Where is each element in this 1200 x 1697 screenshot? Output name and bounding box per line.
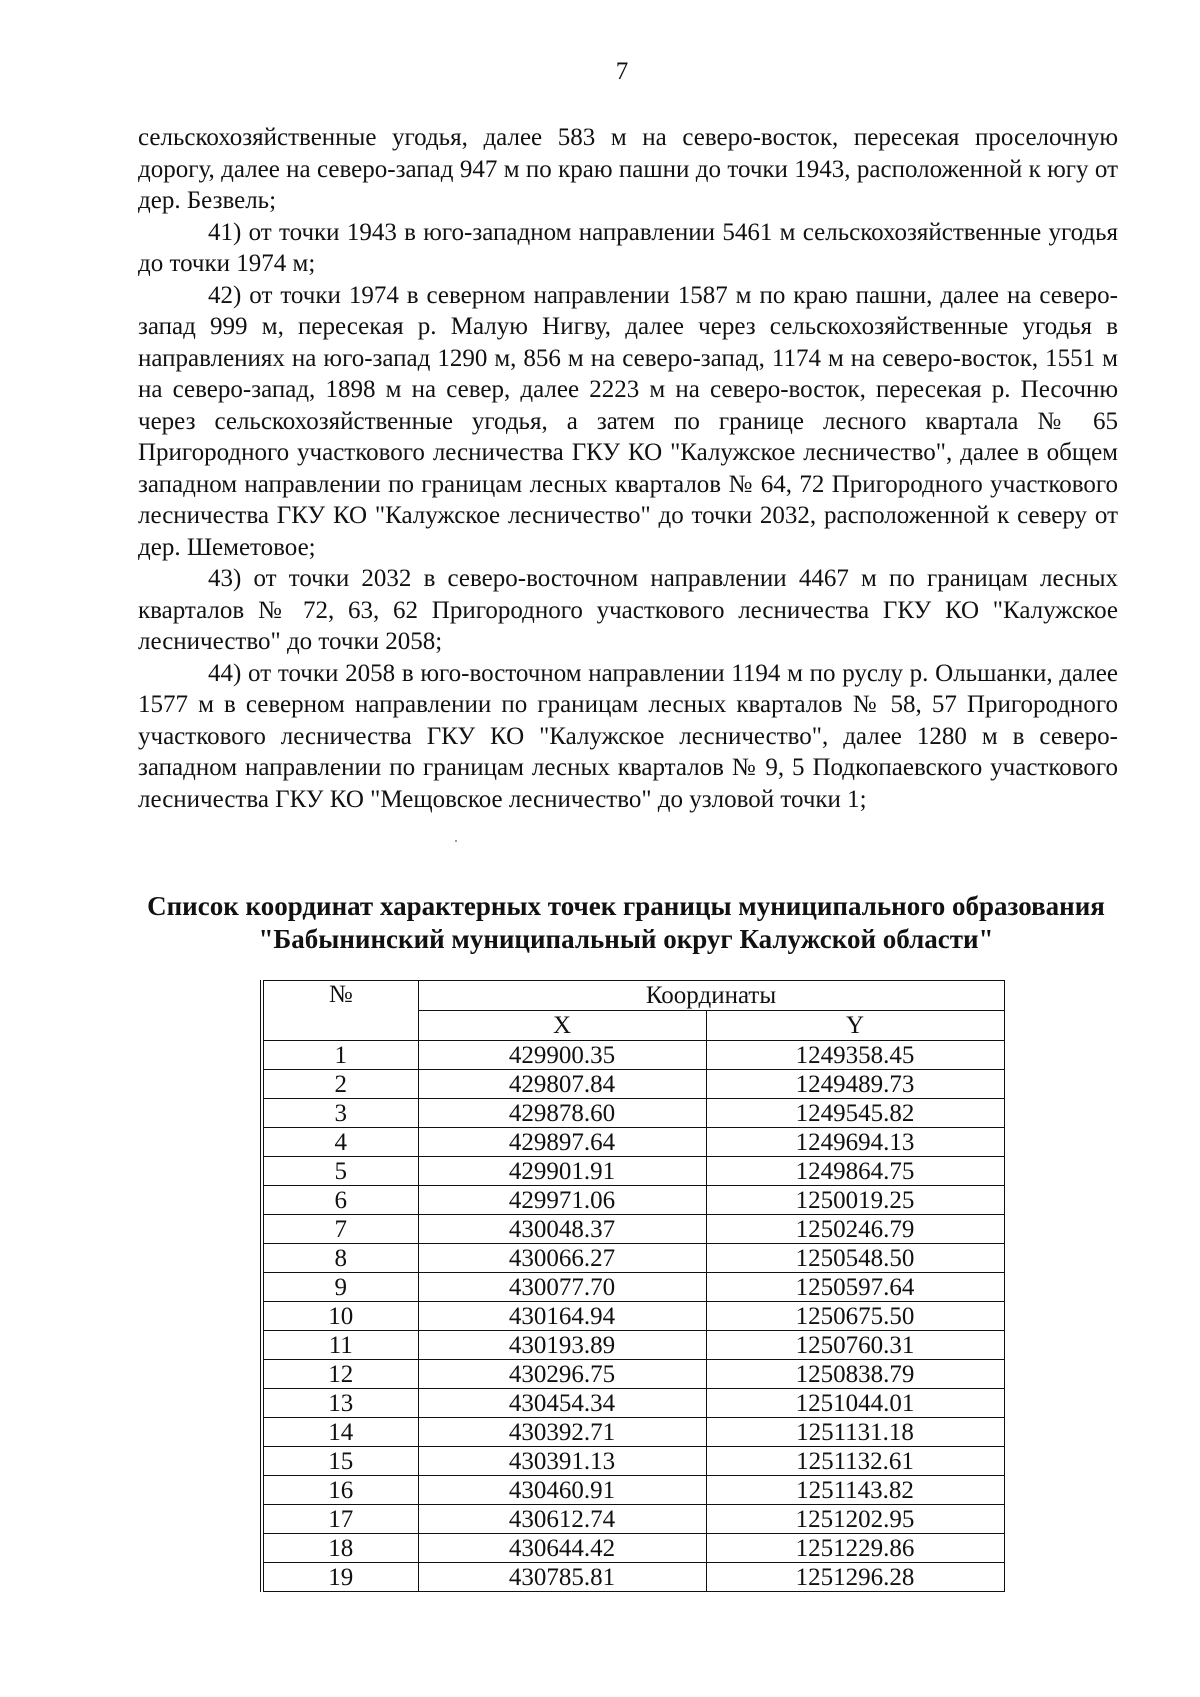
cell-y: 1251229.86 [706, 1534, 1004, 1563]
cell-y: 1249864.75 [706, 1157, 1004, 1186]
cell-x: 429807.84 [418, 1070, 706, 1099]
table-row [262, 1534, 1004, 1563]
cell-x: 430392.71 [418, 1418, 706, 1447]
table-row [262, 1215, 1004, 1244]
coordinates-table [260, 980, 1005, 1592]
scan-artifact-dot [455, 840, 457, 842]
cell-y: 1250597.64 [706, 1273, 1004, 1302]
cell-y: 1249694.13 [706, 1128, 1004, 1157]
cell-number: 12 [262, 1360, 418, 1389]
cell-y: 1249358.45 [706, 1041, 1004, 1070]
table-row [262, 1128, 1004, 1157]
paragraph-item-41: 41) от точки 1943 в юго-западном направлении 5461 м сельскохозяйственные угодья до точки 1974 м; [138, 218, 1118, 277]
cell-number: 11 [262, 1331, 418, 1360]
cell-number: 13 [262, 1389, 418, 1418]
table-title-line-1: Список координат характерных точек границы муниципального образования [147, 891, 1105, 921]
cell-y: 1249489.73 [706, 1070, 1004, 1099]
paragraph-item-43: 43) от точки 2032 в северо-восточном направлении 4467 м по границам лесных кварталов № 72, 63, 62 Пригородного участкового лесничества ГКУ КО "Калужское лесничество" до точки 2058; [138, 565, 1118, 655]
table-row [262, 1070, 1004, 1099]
table-row [262, 1273, 1004, 1302]
cell-number: 10 [262, 1302, 418, 1331]
cell-number: 18 [262, 1534, 418, 1563]
header-x: X [418, 1011, 706, 1041]
cell-x: 430460.91 [418, 1476, 706, 1505]
cell-x: 430454.34 [418, 1389, 706, 1418]
cell-x: 429971.06 [418, 1186, 706, 1215]
cell-x: 430048.37 [418, 1215, 706, 1244]
table-row [262, 1186, 1004, 1215]
cell-x: 430296.75 [418, 1360, 706, 1389]
cell-y: 1249545.82 [706, 1099, 1004, 1128]
cell-number: 6 [262, 1186, 418, 1215]
table-row [262, 1563, 1004, 1592]
paragraph-continuation: сельскохозяйственные угодья, далее 583 м на северо-восток, пересекая проселочную дорогу, далее на северо-запад 947 м по краю пашни до точки 1943, расположенной к югу от дер. Безвель; [138, 124, 1118, 214]
cell-y: 1250246.79 [706, 1215, 1004, 1244]
header-number: № [262, 981, 418, 1041]
cell-x: 430785.81 [418, 1563, 706, 1592]
table-row [262, 1360, 1004, 1389]
table-row [262, 1157, 1004, 1186]
table-row [262, 1099, 1004, 1128]
cell-y: 1251131.18 [706, 1418, 1004, 1447]
cell-number: 2 [262, 1070, 418, 1099]
cell-y: 1250760.31 [706, 1331, 1004, 1360]
paragraph-item-42: 42) от точки 1974 в северном направлении 1587 м по краю пашни, далее на северо-запад 999 м, пересекая р. Малую Нигву, далее через сельскохозяйственные угодья в направлениях на юго-запад 1290 м, 856 м на северо-запад, 1174 м на северо-восток, 1551 м на северо-запад, 1898 м на север, далее 2223 м на северо-восток, пересекая р. Песочню через сельскохозяйственные угодья, а затем по границе лесного квартала № 65 Пригородного участкового лесничества ГКУ КО "Калужское лесничество", далее в общем западном направлении по границам лесных кварталов № 64, 72 Пригородного участкового лесничества ГКУ КО "Калужское лесничество" до точки 2032, расположенной к северу от дер. Шеметовое; [138, 281, 1118, 561]
table-row [262, 1476, 1004, 1505]
cell-y: 1250548.50 [706, 1244, 1004, 1273]
cell-x: 430164.94 [418, 1302, 706, 1331]
cell-number: 9 [262, 1273, 418, 1302]
cell-x: 429878.60 [418, 1099, 706, 1128]
cell-number: 19 [262, 1563, 418, 1592]
cell-x: 430644.42 [418, 1534, 706, 1563]
cell-number: 4 [262, 1128, 418, 1157]
table-row [262, 1244, 1004, 1273]
cell-number: 8 [262, 1244, 418, 1273]
cell-y: 1250019.25 [706, 1186, 1004, 1215]
coordinates-table-body [262, 1041, 1004, 1592]
table-row [262, 1041, 1004, 1070]
table-row [262, 1447, 1004, 1476]
table-row [262, 1505, 1004, 1534]
cell-y: 1251132.61 [706, 1447, 1004, 1476]
cell-x: 429897.64 [418, 1128, 706, 1157]
cell-number: 7 [262, 1215, 418, 1244]
table-title [0, 890, 1200, 956]
cell-number: 14 [262, 1418, 418, 1447]
table-title-line-2: "Бабынинский муниципальный округ Калужской области" [258, 924, 994, 954]
cell-number: 5 [262, 1157, 418, 1186]
paragraph-item-44: 44) от точки 2058 в юго-восточном направлении 1194 м по руслу р. Ольшанки, далее 1577 м в северном направлении по границам лесных кварталов № 58, 57 Пригородного участкового лесничества ГКУ КО "Калужское лесничество", далее 1280 м в северо-западном направлении по границам лесных кварталов № 9, 5 Подкопаевского участкового лесничества ГКУ КО "Мещовское лесничество" до узловой точки 1; [138, 659, 1118, 813]
cell-number: 15 [262, 1447, 418, 1476]
cell-y: 1251044.01 [706, 1389, 1004, 1418]
body-text [138, 122, 1118, 815]
cell-number: 17 [262, 1505, 418, 1534]
cell-x: 430066.27 [418, 1244, 706, 1273]
cell-x: 430612.74 [418, 1505, 706, 1534]
page-number: 7 [615, 58, 629, 85]
cell-x: 429901.91 [418, 1157, 706, 1186]
cell-number: 1 [262, 1041, 418, 1070]
table-row [262, 1418, 1004, 1447]
cell-x: 430077.70 [418, 1273, 706, 1302]
cell-y: 1250838.79 [706, 1360, 1004, 1389]
cell-y: 1250675.50 [706, 1302, 1004, 1331]
cell-y: 1251296.28 [706, 1563, 1004, 1592]
cell-y: 1251202.95 [706, 1505, 1004, 1534]
cell-number: 16 [262, 1476, 418, 1505]
header-coordinates: Координаты [418, 981, 1004, 1011]
cell-x: 429900.35 [418, 1041, 706, 1070]
header-y: Y [706, 1011, 1004, 1041]
table-row [262, 1331, 1004, 1360]
cell-x: 430391.13 [418, 1447, 706, 1476]
table-row [262, 1302, 1004, 1331]
cell-number: 3 [262, 1099, 418, 1128]
cell-x: 430193.89 [418, 1331, 706, 1360]
cell-y: 1251143.82 [706, 1476, 1004, 1505]
table-row [262, 1389, 1004, 1418]
